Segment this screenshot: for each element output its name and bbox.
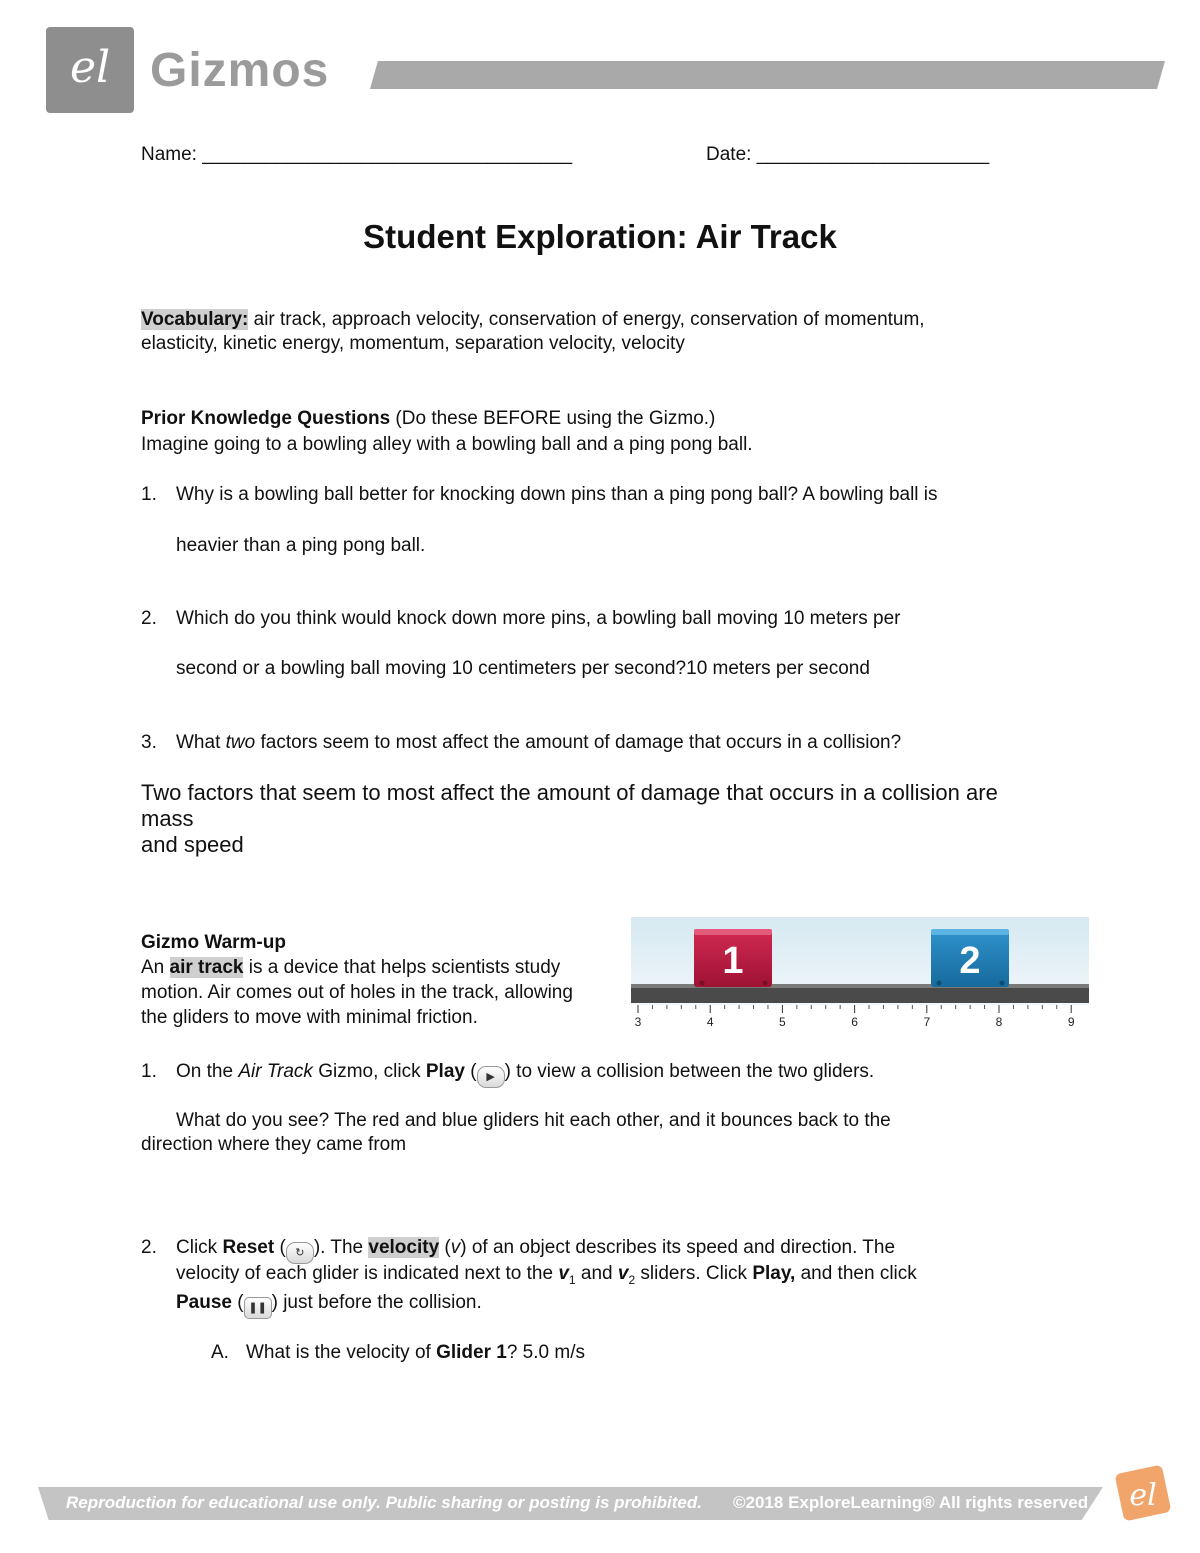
prior-knowledge-heading: Prior Knowledge Questions (Do these BEFORE using the Gizmo.) [141, 408, 716, 429]
warmup-paragraph-line3: the gliders to move with minimal friction. [141, 1007, 478, 1028]
reset-icon: ↻ [286, 1242, 314, 1264]
ruler-tick-label: 7 [923, 1015, 931, 1029]
step2-number: 2. [141, 1237, 157, 1258]
footer-copyright: ©2018 ExploreLearning® All rights reserved [733, 1493, 1089, 1512]
step1-number: 1. [141, 1061, 157, 1082]
step1-answer-line2[interactable]: direction where they came from [141, 1134, 407, 1155]
glider-2[interactable] [931, 929, 1009, 987]
footer-notice: Reproduction for educational use only. Public sharing or posting is prohibited. [66, 1493, 702, 1512]
step1-text: On the Air Track Gizmo, click Play ( ▶ ) to view a collision between the two gliders. [176, 1060, 874, 1088]
explorelearning-logo-icon [1105, 1465, 1177, 1527]
ruler-tick-label: 3 [634, 1015, 642, 1029]
q3-text: What two factors seem to most affect the amount of damage that occurs in a collision? [176, 732, 902, 753]
page-title: Student Exploration: Air Track [363, 218, 837, 255]
date-field[interactable]: Date: ______________________ [706, 144, 990, 165]
glider-2-label: 2 [959, 940, 981, 982]
q1-answer[interactable]: heavier than a ping pong ball. [176, 535, 426, 556]
brand-name: Gizmos [150, 44, 330, 97]
ruler-tick-label: 5 [779, 1015, 786, 1029]
warmup-paragraph-line1: An air track is a device that helps scientists study [141, 957, 561, 978]
pause-icon: ❚❚ [244, 1297, 272, 1319]
step2-line3: Pause ( ❚❚ ) just before the collision. [176, 1291, 482, 1319]
vocabulary-line1: Vocabulary: air track, approach velocity, conservation of energy, conservation of momentum, [141, 309, 925, 330]
svg-text:el: el [1129, 1478, 1157, 1513]
q3-answer[interactable]: Two factors that seem to most affect the amount of damage that occurs in a collision are mass and speed [141, 780, 998, 857]
warmup-heading: Gizmo Warm-up [141, 932, 286, 953]
ruler-tick-label: 8 [995, 1015, 1003, 1029]
ruler-tick-label: 6 [851, 1015, 858, 1029]
step2-line2: velocity of each glider is indicated next to the $v_1$ and $v_2$ sliders. Click Play, and then click [176, 1263, 917, 1287]
logo-icon: el [69, 42, 111, 93]
air-track-figure [631, 917, 1089, 1035]
q2-number: 2. [141, 608, 157, 629]
q2-text: Which do you think would knock down more pins, a bowling ball moving 10 meters per [176, 608, 901, 629]
subq-a-text[interactable]: What is the velocity of Glider 1? 5.0 m/s [246, 1342, 585, 1363]
vocabulary-line2: elasticity, kinetic energy, momentum, separation velocity, velocity [141, 333, 685, 354]
q3-number: 3. [141, 732, 157, 753]
play-icon: ▶ [477, 1066, 505, 1088]
ruler-tick-label: 4 [706, 1015, 714, 1029]
name-field[interactable]: Name: ___________________________________ [141, 144, 573, 165]
track-ruler [635, 1005, 1075, 1029]
subq-a-letter: A. [211, 1342, 229, 1363]
q1-number: 1. [141, 484, 157, 505]
glider-1[interactable] [694, 929, 772, 987]
ruler-tick-label: 9 [1067, 1015, 1075, 1029]
prior-intro: Imagine going to a bowling alley with a bowling ball and a ping pong ball. [141, 434, 753, 455]
step2-line1: Click Reset ( ↻ ). The velocity (v) of an object describes its speed and direction. The [176, 1236, 895, 1264]
q2-answer[interactable]: second or a bowling ball moving 10 centimeters per second?10 meters per second [176, 658, 870, 679]
glider-1-label: 1 [722, 940, 744, 982]
warmup-paragraph-line2: motion. Air comes out of holes in the track, allowing [141, 982, 573, 1003]
header-bar [370, 61, 1165, 89]
q1-text: Why is a bowling ball better for knocking down pins than a ping pong ball? A bowling ball is [176, 484, 938, 505]
step1-answer-line1[interactable]: What do you see? The red and blue gliders hit each other, and it bounces back to the [176, 1110, 891, 1131]
vocabulary-label: Vocabulary: [141, 309, 249, 330]
